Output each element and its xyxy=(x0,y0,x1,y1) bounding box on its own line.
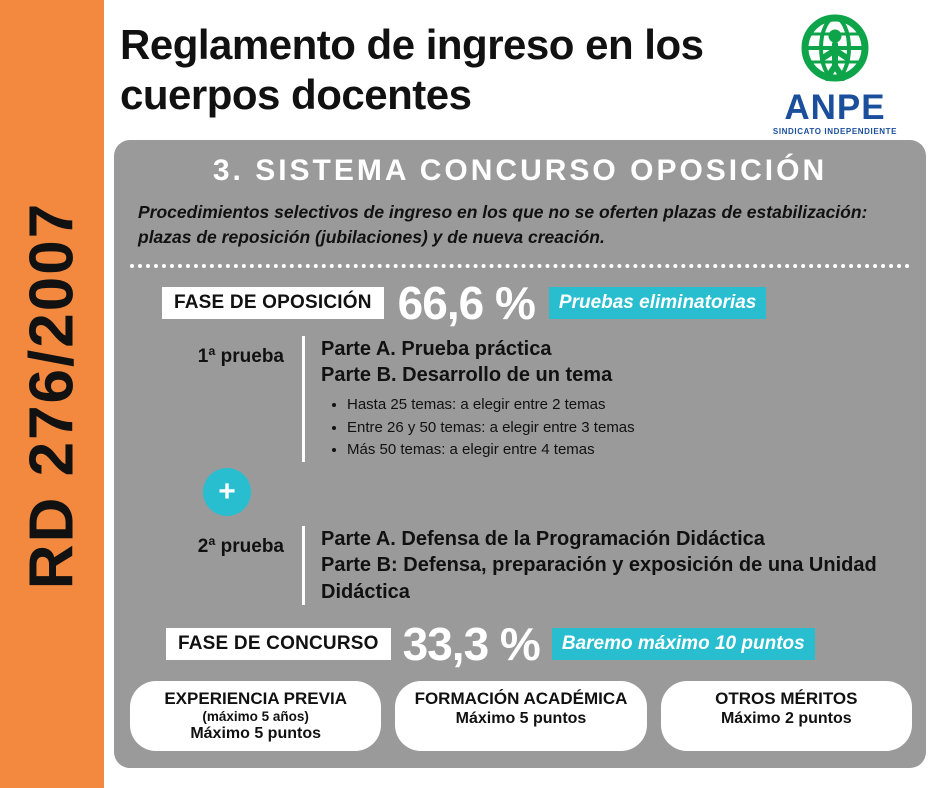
side-band-label: RD 276/2007 xyxy=(17,201,87,590)
dotted-divider xyxy=(130,264,910,268)
test-2-body xyxy=(302,526,926,605)
opposition-phase-row xyxy=(162,276,926,329)
test-2-line-b: Parte B: Defensa, preparación y exposición de una Unidad Didáctica xyxy=(321,554,877,603)
merit-pill-group xyxy=(130,681,912,751)
list-item: • Más 50 temas: a elegir entre 4 temas xyxy=(347,439,926,462)
content-panel xyxy=(114,140,926,768)
merit-pill-experience xyxy=(130,681,381,751)
anpe-logo xyxy=(760,14,910,136)
test-2-label: 2ª prueba xyxy=(197,535,284,557)
merit-title: FORMACIÓN ACADÉMICA xyxy=(414,689,628,709)
contest-note: Baremo máximo 10 puntos xyxy=(552,628,815,660)
merit-subtitle-small: (máximo 5 años) xyxy=(202,708,309,724)
opposition-note: Pruebas eliminatorias xyxy=(549,287,766,319)
test-2-line-a: Parte A. Defensa de la Programación Didáctica xyxy=(321,527,765,550)
side-band xyxy=(0,0,104,788)
merit-subtitle: Máximo 5 puntos xyxy=(455,709,587,727)
page-title: Reglamento de ingreso en los cuerpos docentes xyxy=(120,21,704,118)
merit-subtitle: Máximo 5 puntos xyxy=(190,725,321,743)
opposition-percent: 66,6 % xyxy=(397,276,535,329)
list-item: • Hasta 25 temas: a elegir entre 2 temas xyxy=(347,394,926,417)
logo-wordmark: ANPE xyxy=(784,88,886,127)
merit-title: EXPERIENCIA PREVIA xyxy=(164,689,347,709)
test-block-1 xyxy=(114,336,926,462)
test-1-label: 1ª prueba xyxy=(197,345,284,367)
merit-pill-others xyxy=(661,681,912,751)
plus-icon: + xyxy=(203,468,251,516)
panel-intro: Procedimientos selectivos de ingreso en los que no se oferten plazas de estabilización: plazas de reposición (jubilaciones) y de nueva creación. xyxy=(138,202,868,247)
test-1-line-a: Parte A. Prueba práctica xyxy=(321,337,552,360)
list-item: • Entre 26 y 50 temas: a elegir entre 3 temas xyxy=(347,417,926,440)
header xyxy=(104,0,940,140)
contest-phase-row xyxy=(166,618,926,671)
test-block-2 xyxy=(114,526,926,605)
merit-subtitle: Máximo 2 puntos xyxy=(720,709,852,727)
plus-connector xyxy=(152,468,302,516)
panel-title: 3. SISTEMA CONCURSO OPOSICIÓN xyxy=(212,154,828,187)
contest-phase-tag: FASE DE CONCURSO xyxy=(166,628,391,660)
test-1-line-b: Parte B. Desarrollo de un tema xyxy=(321,364,613,387)
merit-pill-academic xyxy=(395,681,646,751)
contest-percent: 33,3 % xyxy=(402,618,540,671)
opposition-phase-tag: FASE DE OPOSICIÓN xyxy=(162,287,384,319)
globe-figure-icon xyxy=(793,14,877,88)
merit-title: OTROS MÉRITOS xyxy=(715,689,858,709)
test-1-body xyxy=(302,336,926,462)
logo-subtitle: SINDICATO INDEPENDIENTE xyxy=(772,127,898,136)
test-1-bullets xyxy=(347,394,926,462)
